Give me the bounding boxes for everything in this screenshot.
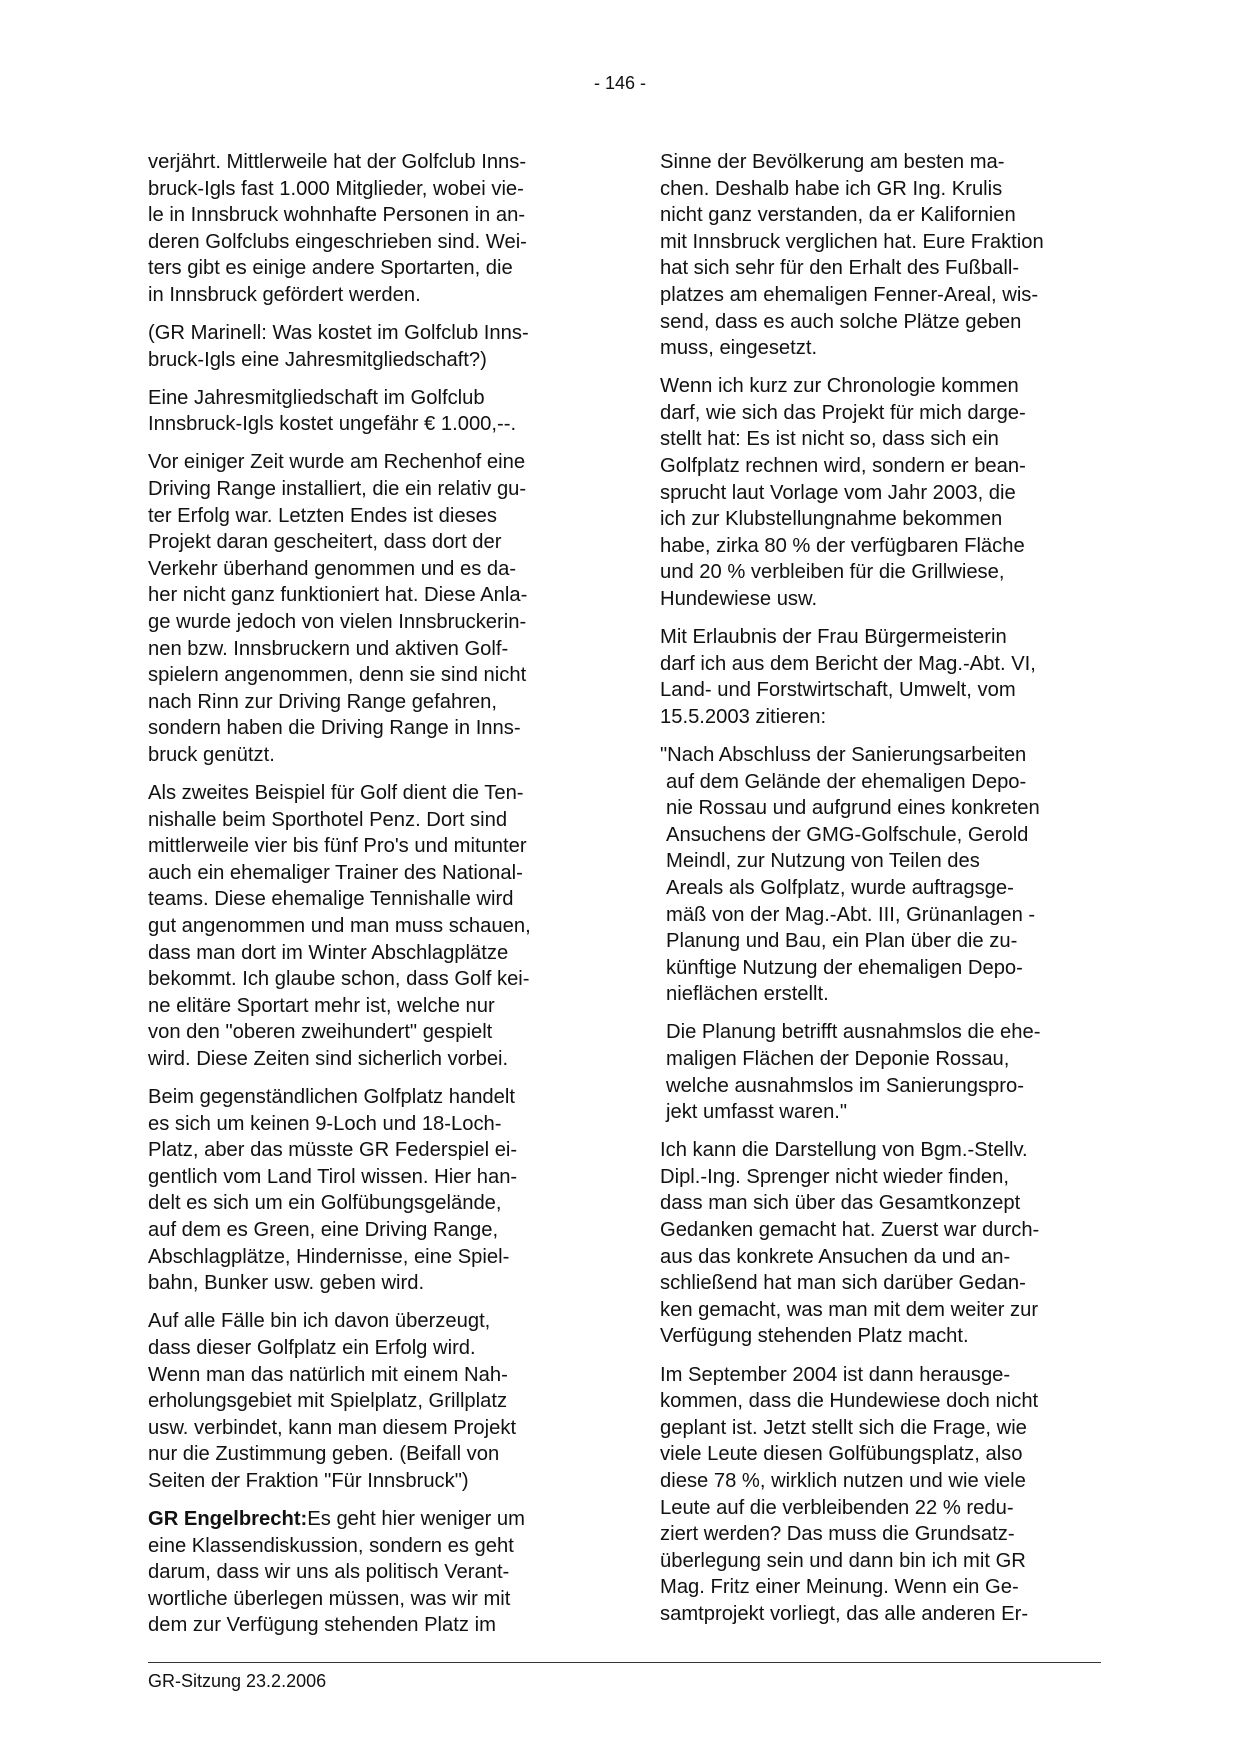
paragraph-line: künftige Nutzung der ehemaligen Depo- (666, 956, 1023, 979)
paragraph (660, 373, 1098, 612)
paragraph-line: platzes am ehemaligen Fenner-Areal, wis- (660, 283, 1039, 306)
paragraph-line: Wenn ich kurz zur Chronologie kommen (660, 375, 1019, 398)
paragraph-line: "Nach Abschluss der Sanierungsarbeiten (660, 743, 1027, 766)
paragraph-line: von den "oberen zweihundert" gespielt (148, 1021, 493, 1044)
paragraph-line: wortliche überlegen müssen, was wir mit (148, 1587, 511, 1610)
paragraph-line: aus das konkrete Ansuchen da und an- (660, 1245, 1011, 1268)
paragraph-line: Sinne der Bevölkerung am besten ma- (660, 151, 1005, 173)
paragraph-line: Hundewiese usw. (660, 588, 818, 610)
paragraph-line: delt es sich um ein Golfübungsgelände, (148, 1192, 502, 1215)
paragraph-line: sondern haben die Driving Range in Inns- (148, 717, 521, 740)
paragraph-line: erholungsgebiet mit Spielplatz, Grillplatz (148, 1390, 508, 1413)
paragraph-line: Beim gegenständlichen Golfplatz handelt (148, 1086, 515, 1109)
paragraph (660, 149, 1098, 362)
paragraph-line: dass man sich über das Gesamtkonzept (660, 1192, 1021, 1215)
paragraph-line: eine Klassendiskussion, sondern es geht (148, 1534, 514, 1557)
paragraph-line: Gedanken gemacht hat. Zuerst war durch- (660, 1219, 1040, 1242)
paragraph-line: ne elitäre Sportart mehr ist, welche nur (148, 994, 495, 1017)
paragraph-line: kommen, dass die Hundewiese doch nicht (660, 1390, 1039, 1413)
paragraph-line: es sich um keinen 9-Loch und 18-Loch- (148, 1112, 502, 1135)
paragraph-line: nieflächen erstellt. (666, 983, 829, 1006)
paragraph-line: nur die Zustimmung geben. (Beifall von (148, 1443, 500, 1466)
speaker-text: Es geht hier weniger um (307, 1508, 525, 1530)
paragraph-line: 15.5.2003 zitieren: (660, 705, 827, 728)
paragraph-line: teams. Diese ehemalige Tennishalle wird (148, 888, 514, 911)
paragraph (148, 780, 593, 1073)
paragraph-line: auf dem es Green, eine Driving Range, (148, 1219, 499, 1242)
paragraph-line: Seiten der Fraktion "Für Innsbruck") (148, 1469, 469, 1492)
paragraph-line: Verfügung stehenden Platz macht. (660, 1325, 969, 1348)
footer-session-date: GR-Sitzung 23.2.2006 (148, 1671, 327, 1691)
paragraph-line: bruck genützt. (148, 743, 275, 766)
paragraph-line: Die Planung betrifft ausnahmslos die ehe- (666, 1021, 1041, 1044)
speaker-name: GR Engelbrecht: (148, 1508, 308, 1530)
paragraph-line: dem zur Verfügung stehenden Platz im (148, 1614, 496, 1637)
paragraph-line: schließend hat man sich darüber Gedan- (660, 1272, 1026, 1295)
paragraph-line: mäß von der Mag.-Abt. III, Grünanlagen - (666, 903, 1036, 926)
paragraph-line: bekommt. Ich glaube schon, dass Golf kei- (148, 968, 530, 991)
paragraph-line: samtprojekt vorliegt, das alle anderen Er- (660, 1602, 1029, 1625)
right-column (660, 149, 1098, 1639)
paragraph-line: Innsbruck-Igls kostet ungefähr € 1.000,--. (148, 413, 517, 436)
paragraph-line: in Innsbruck gefördert werden. (148, 283, 421, 306)
paragraph-line: Eine Jahresmitgliedschaft im Golfclub (148, 386, 485, 409)
paragraph-line: usw. verbindet, kann man diesem Projekt (148, 1416, 517, 1439)
paragraph-line: (GR Marinell: Was kostet im Golfclub Inns- (148, 322, 529, 345)
paragraph-line: maligen Flächen der Deponie Rossau, (666, 1048, 1010, 1070)
paragraph-line: stellt hat: Es ist nicht so, dass sich ein (660, 428, 999, 451)
paragraph (148, 385, 593, 438)
paragraph-line: sprucht laut Vorlage vom Jahr 2003, die (660, 481, 1016, 504)
paragraph-line: auf dem Gelände der ehemaligen Depo- (666, 770, 1027, 793)
paragraph (148, 149, 593, 309)
paragraph-line: diese 78 %, wirklich nutzen und wie viele (660, 1469, 1026, 1492)
paragraph-line: verjährt. Mittlerweile hat der Golfclub Inns- (148, 151, 527, 173)
paragraph-line: Leute auf die verbleibenden 22 % redu- (660, 1496, 1014, 1519)
paragraph-line: ken gemacht, was man mit dem weiter zur (660, 1298, 1039, 1321)
paragraph-line: Areals als Golfplatz, wurde auftragsge- (666, 876, 1014, 899)
paragraph-line: Planung und Bau, ein Plan über die zu- (666, 930, 1018, 953)
paragraph-line: wird. Diese Zeiten sind sicherlich vorbei. (148, 1048, 509, 1070)
paragraph-line: Driving Range installiert, die ein relativ gu- (148, 478, 527, 501)
paragraph-line: gentlich vom Land Tirol wissen. Hier han- (148, 1165, 518, 1188)
paragraph (148, 1084, 593, 1297)
paragraph-line: ters gibt es einige andere Sportarten, die (148, 257, 513, 280)
paragraph-line: geplant ist. Jetzt stellt sich die Frage, wie (660, 1416, 1027, 1439)
paragraph-line: Platz, aber das müsste GR Federspiel ei- (148, 1139, 518, 1162)
speaker-paragraph (148, 1506, 593, 1639)
paragraph-line: her nicht ganz funktioniert hat. Diese Anla- (148, 584, 528, 607)
paragraph-line: ich zur Klubstellungnahme bekommen (660, 508, 1003, 531)
paragraph-line: nie Rossau und aufgrund eines konkreten (666, 797, 1040, 820)
paragraph-line: welche ausnahmslos im Sanierungspro- (666, 1074, 1024, 1097)
quote-paragraph (660, 742, 1098, 1008)
paragraph-line: Meindl, zur Nutzung von Teilen des (666, 850, 980, 873)
paragraph-line: bahn, Bunker usw. geben wird. (148, 1272, 425, 1295)
paragraph-line: darum, dass wir uns als politisch Verant- (148, 1561, 510, 1584)
paragraph-line: Mag. Fritz einer Meinung. Wenn ein Ge- (660, 1576, 1019, 1599)
paragraph-line: gut angenommen und man muss schauen, (148, 915, 531, 938)
paragraph (148, 320, 593, 373)
paragraph (660, 1137, 1098, 1350)
paragraph-line: chen. Deshalb habe ich GR Ing. Krulis (660, 177, 1003, 200)
paragraph-line: darf, wie sich das Projekt für mich darge- (660, 401, 1026, 424)
left-column (148, 149, 593, 1650)
paragraph-line: Land- und Forstwirtschaft, Umwelt, vom (660, 679, 1016, 702)
paragraph-line: Ansuchens der GMG-Golfschule, Gerold (666, 823, 1029, 846)
paragraph-line: Projekt daran gescheitert, dass dort der (148, 531, 502, 554)
paragraph-line: send, dass es auch solche Plätze geben (660, 310, 1022, 333)
paragraph-line: hat sich sehr für den Erhalt des Fußball- (660, 257, 1020, 280)
paragraph-line: spielern angenommen, denn sie sind nicht (148, 664, 527, 687)
paragraph-line: Ich kann die Darstellung von Bgm.-Stellv. (660, 1139, 1028, 1162)
paragraph (660, 624, 1098, 730)
paragraph (148, 449, 593, 768)
paragraph-line: ziert werden? Das muss die Grundsatz- (660, 1523, 1015, 1546)
paragraph-line (148, 1506, 593, 1533)
paragraph-line: auch ein ehemaliger Trainer des National- (148, 861, 523, 884)
paragraph-line: muss, eingesetzt. (660, 337, 818, 360)
paragraph-line: Dipl.-Ing. Sprenger nicht wieder finden, (660, 1165, 1009, 1188)
paragraph (148, 1308, 593, 1494)
quote-paragraph (660, 1019, 1098, 1125)
paragraph-line: deren Golfclubs eingeschrieben sind. Wei- (148, 230, 527, 253)
paragraph-line: bruck-Igls eine Jahresmitgliedschaft?) (148, 348, 487, 371)
paragraph-line: dass man dort im Winter Abschlagplätze (148, 941, 509, 964)
paragraph-line: Wenn man das natürlich mit einem Nah- (148, 1363, 508, 1386)
paragraph-line: Auf alle Fälle bin ich davon überzeugt, (148, 1310, 491, 1333)
paragraph-line: Im September 2004 ist dann herausge- (660, 1363, 1011, 1386)
paragraph-line: darf ich aus dem Bericht der Mag.-Abt. VI, (660, 652, 1036, 675)
paragraph-line: Golfplatz rechnen wird, sondern er bean- (660, 455, 1026, 478)
page-number: - 146 - (593, 73, 647, 93)
paragraph-line: bruck-Igls fast 1.000 Mitglieder, wobei vie- (148, 177, 524, 200)
paragraph-line: habe, zirka 80 % der verfügbaren Fläche (660, 534, 1025, 557)
paragraph-line: ter Erfolg war. Letzten Endes ist dieses (148, 504, 497, 527)
paragraph-line: nach Rinn zur Driving Range gefahren, (148, 690, 497, 713)
paragraph-line: ge wurde jedoch von vielen Innsbruckerin- (148, 611, 527, 633)
paragraph-line: jekt umfasst waren." (666, 1101, 848, 1124)
paragraph-line: mittlerweile vier bis fünf Pro's und mitunter (148, 835, 527, 858)
paragraph-line: nishalle beim Sporthotel Penz. Dort sind (148, 808, 508, 831)
paragraph-line: überlegung sein und dann bin ich mit GR (660, 1549, 1026, 1572)
paragraph-line: dass dieser Golfplatz ein Erfolg wird. (148, 1336, 476, 1359)
paragraph-line: nen bzw. Innsbruckern und aktiven Golf- (148, 637, 509, 660)
paragraph-line: Mit Erlaubnis der Frau Bürgermeisterin (660, 626, 1007, 649)
paragraph-line: le in Innsbruck wohnhafte Personen in an- (148, 204, 526, 227)
paragraph (660, 1362, 1098, 1628)
paragraph-line: Verkehr überhand genommen und es da- (148, 557, 517, 580)
paragraph-line: Als zweites Beispiel für Golf dient die Ten- (148, 782, 524, 805)
paragraph-line: Vor einiger Zeit wurde am Rechenhof eine (148, 451, 526, 474)
footer-divider (148, 1662, 1101, 1663)
paragraph-line: und 20 % verbleiben für die Grillwiese, (660, 561, 1005, 584)
paragraph-line: viele Leute diesen Golfübungsplatz, also (660, 1443, 1023, 1466)
paragraph-line: nicht ganz verstanden, da er Kalifornien (660, 204, 1016, 227)
paragraph-line: mit Innsbruck verglichen hat. Eure Fraktion (660, 230, 1044, 253)
paragraph-line: Abschlagplätze, Hindernisse, eine Spiel- (148, 1245, 510, 1268)
